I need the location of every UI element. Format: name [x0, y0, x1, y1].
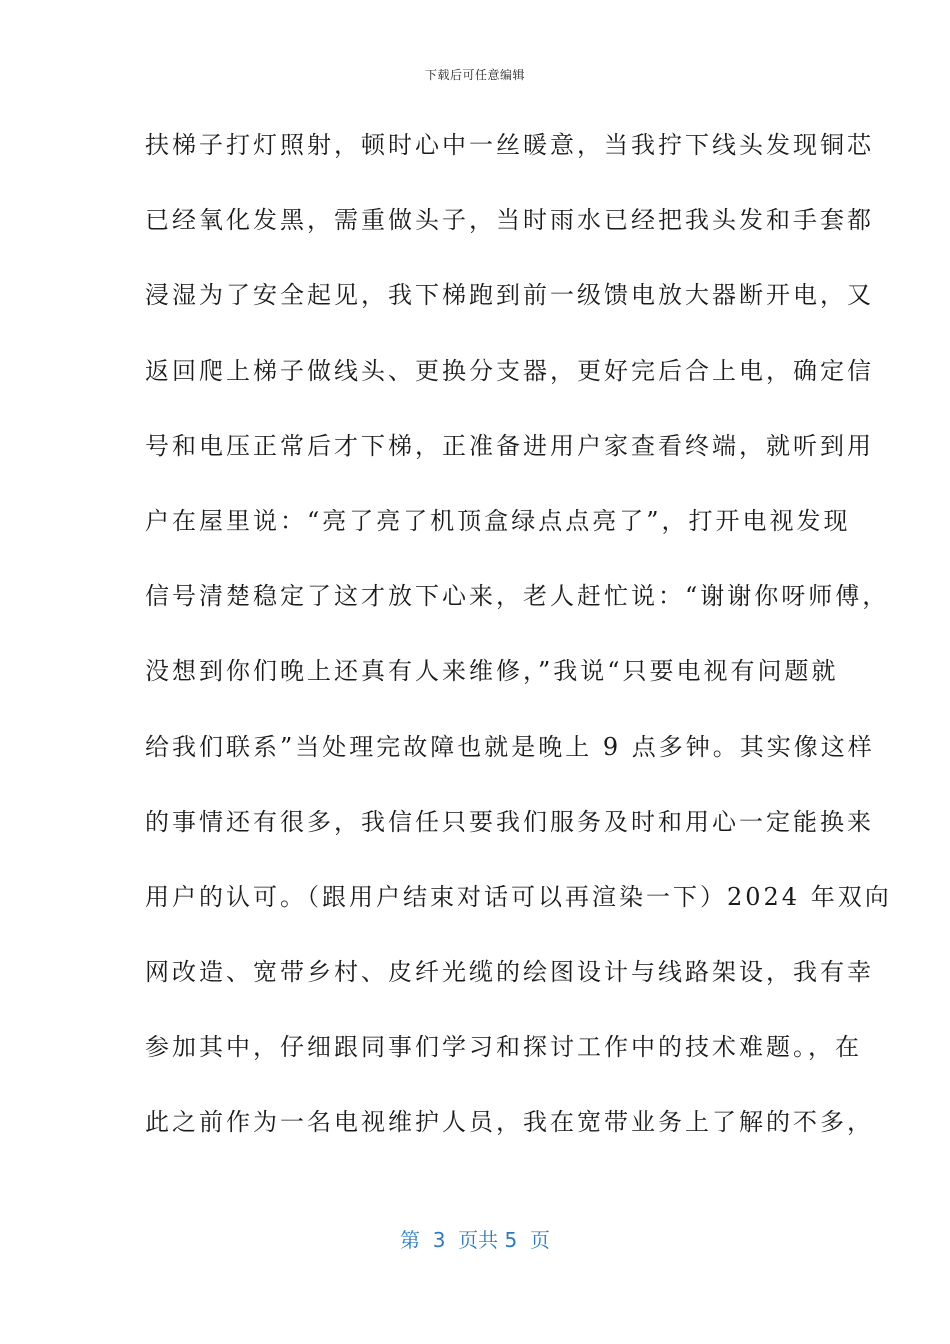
text-line: 信号清楚稳定了这才放下心来，老人赶忙说：“谢谢你呀师傅，	[145, 582, 890, 611]
text-line: 已经氧化发黑，需重做头子，当时雨水已经把我头发和手套都	[145, 206, 874, 235]
text-line: 号和电压正常后才下梯，正准备进用户家查看终端，就听到用	[145, 431, 874, 460]
body-text	[145, 122, 892, 1175]
page-header: 下载后可任意编辑	[424, 68, 525, 82]
text-line: 给我们联系”当处理完故障也就是晚上 9 点多钟。其实像这样	[145, 732, 875, 761]
text-line: 此之前作为一名电视维护人员，我在宽带业务上了解的不多，	[145, 1108, 874, 1137]
text-line: 返回爬上梯子做线头、更换分支器，更好完后合上电，确定信	[145, 356, 874, 385]
text-line: 网改造、宽带乡村、皮纤光缆的绘图设计与线路架设，我有幸	[145, 958, 874, 987]
text-line: 的事情还有很多，我信任只要我们服务及时和用心一定能换来	[145, 807, 874, 836]
text-line: 参加其中，仔细跟同事们学习和探讨工作中的技术难题。，在	[145, 1033, 862, 1062]
text-line: 没想到你们晚上还真有人来维修，”我说“只要电视有问题就	[145, 657, 839, 686]
text-line: 用户的认可。（跟用户结束对话可以再渲染一下）2024 年双向	[145, 882, 892, 911]
page-number-footer: 第 3 页共 5 页	[400, 1228, 550, 1252]
text-line: 浸湿为了安全起见，我下梯跑到前一级馈电放大器断开电，又	[145, 281, 874, 310]
text-line: 扶梯子打灯照射，顿时心中一丝暖意，当我拧下线头发现铜芯	[145, 131, 874, 159]
text-line: 户在屋里说：“亮了亮了机顶盒绿点点亮了”，打开电视发现	[145, 506, 851, 535]
